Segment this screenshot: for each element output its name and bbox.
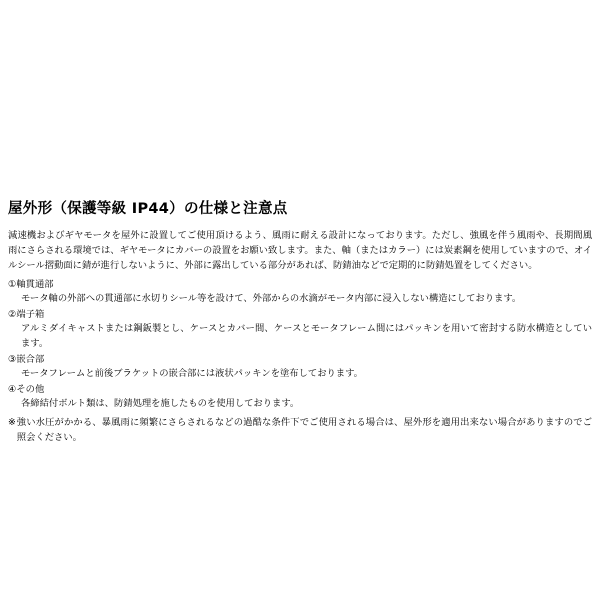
footnote-text: 強い水圧がかかる、暴風雨に頻繁にさらされるなどの過酷な条件下でご使用される場合は、屋外形を適用出来ない場合がありますのでご照会ください。 xyxy=(16,417,592,443)
list-item xyxy=(8,383,592,412)
page-title: 屋外形（保護等級 IP44）の仕様と注意点 xyxy=(8,201,288,217)
document-content xyxy=(8,200,592,446)
list-item xyxy=(8,353,592,382)
item-heading-line xyxy=(8,353,592,367)
item-heading: 端子箱 xyxy=(16,309,45,321)
item-body: モータフレームと前後ブラケットの嵌合部には液状パッキンを塗布しております。 xyxy=(21,368,363,380)
item-heading-line xyxy=(8,278,592,292)
intro-paragraph: 減速機およびギヤモータを屋外に設置してご使用頂けるよう、風雨に耐える設計になっております。ただし、強風を伴う風雨や、長期間風雨にさらされる環境では、ギヤモータにカバーの設置をお願い致します。また、軸（またはカラー）には炭素鋼を使用していますので、オイルシール摺動面に錆が進行しないように、外部に露出している部分があれば、防錆油などで定期的に防錆処置をしてください。 xyxy=(8,229,592,271)
item-body: モータ軸の外部への貫通部に水切りシール等を設けて、外部からの水滴がモータ内部に浸入しない構造にしております。 xyxy=(21,293,522,305)
list-item xyxy=(8,308,592,352)
item-heading-line xyxy=(8,308,592,322)
item-heading-line xyxy=(8,383,592,397)
item-number: ② xyxy=(8,309,17,321)
item-body: 各締結付ボルト類は、防錆処理を施したものを使用しております。 xyxy=(21,398,300,410)
list-item xyxy=(8,278,592,307)
item-heading: 軸貫通部 xyxy=(16,278,54,290)
footnote-mark: ※ xyxy=(8,417,16,429)
item-heading: 嵌合部 xyxy=(16,353,45,365)
footnote xyxy=(8,416,592,446)
item-number: ③ xyxy=(8,353,17,365)
item-heading: その他 xyxy=(16,383,45,395)
item-body: アルミダイキャストまたは鋼鈑製とし、ケースとカバー間、ケースとモータフレーム間にはパッキンを用いて密封する防水構造としています。 xyxy=(21,323,592,350)
item-number: ① xyxy=(8,278,17,290)
spec-item-list xyxy=(8,278,592,412)
item-number: ④ xyxy=(8,383,17,395)
